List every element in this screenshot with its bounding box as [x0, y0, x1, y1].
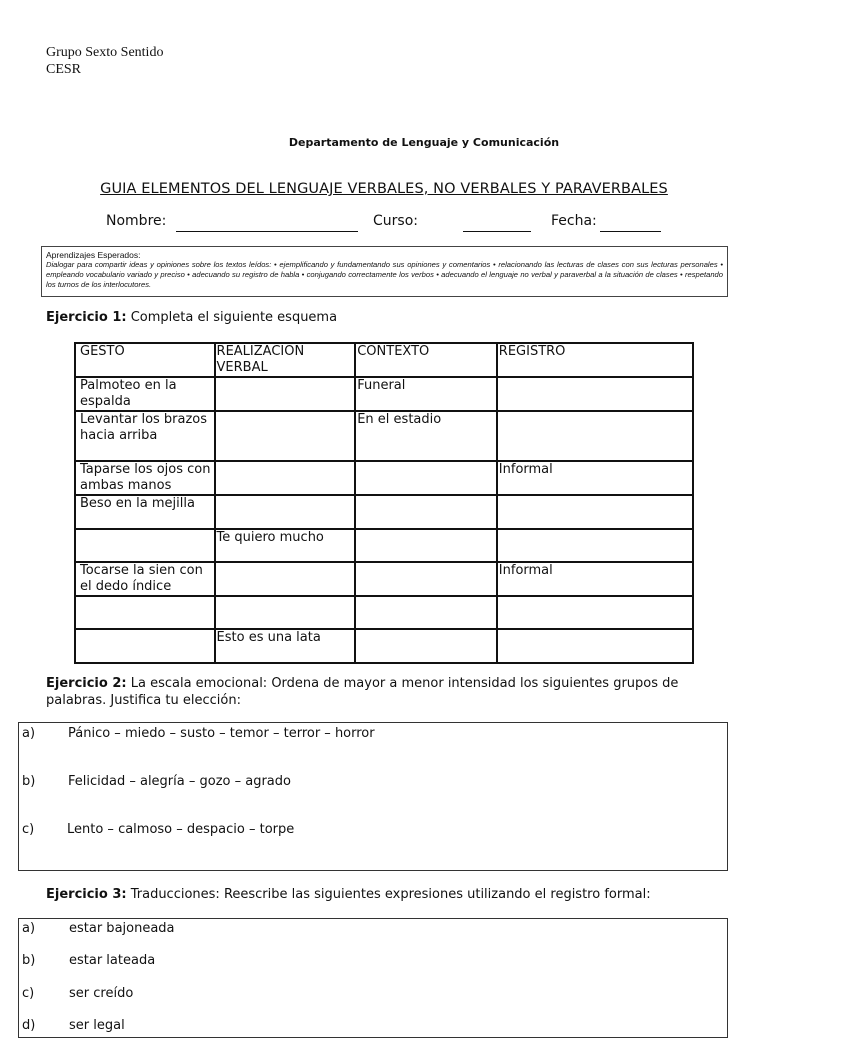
table-cell[interactable] [355, 495, 497, 529]
table-cell: En el estadio [355, 411, 497, 461]
table-cell[interactable] [497, 495, 693, 529]
list-item [22, 953, 155, 968]
ejercicio3-label: Ejercicio 3: [46, 887, 127, 902]
table-cell[interactable] [215, 596, 356, 629]
table-cell: Taparse los ojos con ambas manos [75, 461, 215, 495]
ejercicio3-text: Traducciones: Reescribe las siguientes expresiones utilizando el registro formal: [126, 887, 651, 902]
table-cell: Beso en la mejilla [75, 495, 215, 529]
list-item [22, 726, 375, 741]
table-cell[interactable] [497, 411, 693, 461]
item-letter: c) [22, 986, 35, 1001]
table-cell[interactable] [497, 596, 693, 629]
item-text: ser creído [69, 986, 134, 1001]
table-cell[interactable] [75, 596, 215, 629]
item-text: estar lateada [69, 953, 156, 968]
nombre-label: Nombre: [106, 213, 167, 229]
ejercicio1-text: Completa el siguiente esquema [126, 310, 338, 325]
list-item [22, 822, 294, 837]
table-cell[interactable] [355, 629, 497, 663]
header-cell: REALIZACIÓN VERBAL [215, 343, 356, 377]
list-item [22, 1018, 125, 1033]
ejercicio2-answer-box[interactable] [18, 722, 728, 871]
table-row [75, 495, 693, 529]
table-cell: Esto es una lata [215, 629, 356, 663]
fecha-label: Fecha: [551, 213, 597, 229]
curso-line[interactable] [463, 231, 531, 232]
list-item [22, 774, 291, 789]
table-cell[interactable] [75, 529, 215, 562]
item-text: Lento – calmoso – despacio – torpe [67, 822, 295, 837]
table-cell[interactable] [497, 377, 693, 411]
table-cell: Tocarse la sien con el dedo índice [75, 562, 215, 596]
table-cell[interactable] [355, 562, 497, 596]
table-cell[interactable] [497, 529, 693, 562]
table-cell[interactable] [215, 495, 356, 529]
ejercicio2-instruction [46, 675, 736, 709]
ejercicio1-instruction [46, 309, 726, 326]
item-text: Pánico – miedo – susto – temor – terror – horror [68, 726, 375, 741]
page-title: GUIA ELEMENTOS DEL LENGUAJE VERBALES, NO VERBALES Y PARAVERBALES [100, 181, 668, 197]
table-row [75, 461, 693, 495]
table-row [75, 411, 693, 461]
header-cell: CONTEXTO [355, 343, 497, 377]
ejercicio2-text: La escala emocional: Ordena de mayor a menor intensidad los siguientes grupos de palabras. Justifica tu elección: [46, 676, 679, 708]
school-name: Grupo Sexto Sentido [46, 45, 164, 60]
ejercicio3-instruction [46, 886, 736, 903]
table-cell: Palmoteo en la espalda [75, 377, 215, 411]
list-item [22, 921, 175, 936]
school-header [46, 44, 163, 78]
table-row [75, 596, 693, 629]
table-cell: Levantar los brazos hacia arriba [75, 411, 215, 461]
aprendizajes-body: Dialogar para compartir ideas y opiniones sobre los textos leídos: • ejemplificando y fundamentando sus opiniones y comentarios • relacionando las lecturas de clases con sus lecturas personales • empleando vocabulario variado y preciso • adecuando su registro de habla • conjugando correctamente los verbos • adecuando el lenguaje no verbal y paraverbal a la situación de clases • respetando los turnos de los interlocutores. [46, 260, 723, 289]
table-cell[interactable] [355, 596, 497, 629]
item-letter: b) [22, 774, 36, 789]
table-cell[interactable] [355, 461, 497, 495]
table-cell[interactable] [75, 629, 215, 663]
table-row [75, 629, 693, 663]
aprendizajes-box [41, 246, 728, 297]
item-text: estar bajoneada [69, 921, 175, 936]
table-cell[interactable] [215, 461, 356, 495]
ejercicio2-label: Ejercicio 2: [46, 676, 127, 691]
school-abbr: CESR [46, 62, 82, 77]
table-header-row [75, 343, 693, 377]
department-title: Departamento de Lenguaje y Comunicación [288, 136, 560, 149]
nombre-line[interactable] [176, 231, 358, 232]
item-letter: d) [22, 1018, 36, 1033]
table-cell: Informal [497, 562, 693, 596]
item-letter: a) [22, 921, 36, 936]
header-cell: REGISTRO [497, 343, 693, 377]
header-cell: GESTO [75, 343, 215, 377]
item-text: ser legal [69, 1018, 125, 1033]
item-text: Felicidad – alegría – gozo – agrado [68, 774, 291, 789]
aprendizajes-heading: Aprendizajes Esperados: [46, 250, 141, 260]
curso-label: Curso: [373, 213, 418, 229]
ejercicio3-answer-box[interactable] [18, 918, 728, 1038]
table-row [75, 529, 693, 562]
table-cell: Te quiero mucho [215, 529, 356, 562]
table-cell[interactable] [215, 411, 356, 461]
item-letter: b) [22, 953, 36, 968]
ejercicio1-label: Ejercicio 1: [46, 310, 127, 325]
table-cell[interactable] [215, 377, 356, 411]
table-cell[interactable] [215, 562, 356, 596]
table-cell[interactable] [355, 529, 497, 562]
item-letter: a) [22, 726, 36, 741]
table-row [75, 562, 693, 596]
esquema-table [74, 342, 694, 664]
table-cell: Informal [497, 461, 693, 495]
fecha-line[interactable] [600, 231, 661, 232]
table-cell: Funeral [355, 377, 497, 411]
table-cell[interactable] [497, 629, 693, 663]
table-row [75, 377, 693, 411]
item-letter: c) [22, 822, 35, 837]
list-item [22, 986, 133, 1001]
